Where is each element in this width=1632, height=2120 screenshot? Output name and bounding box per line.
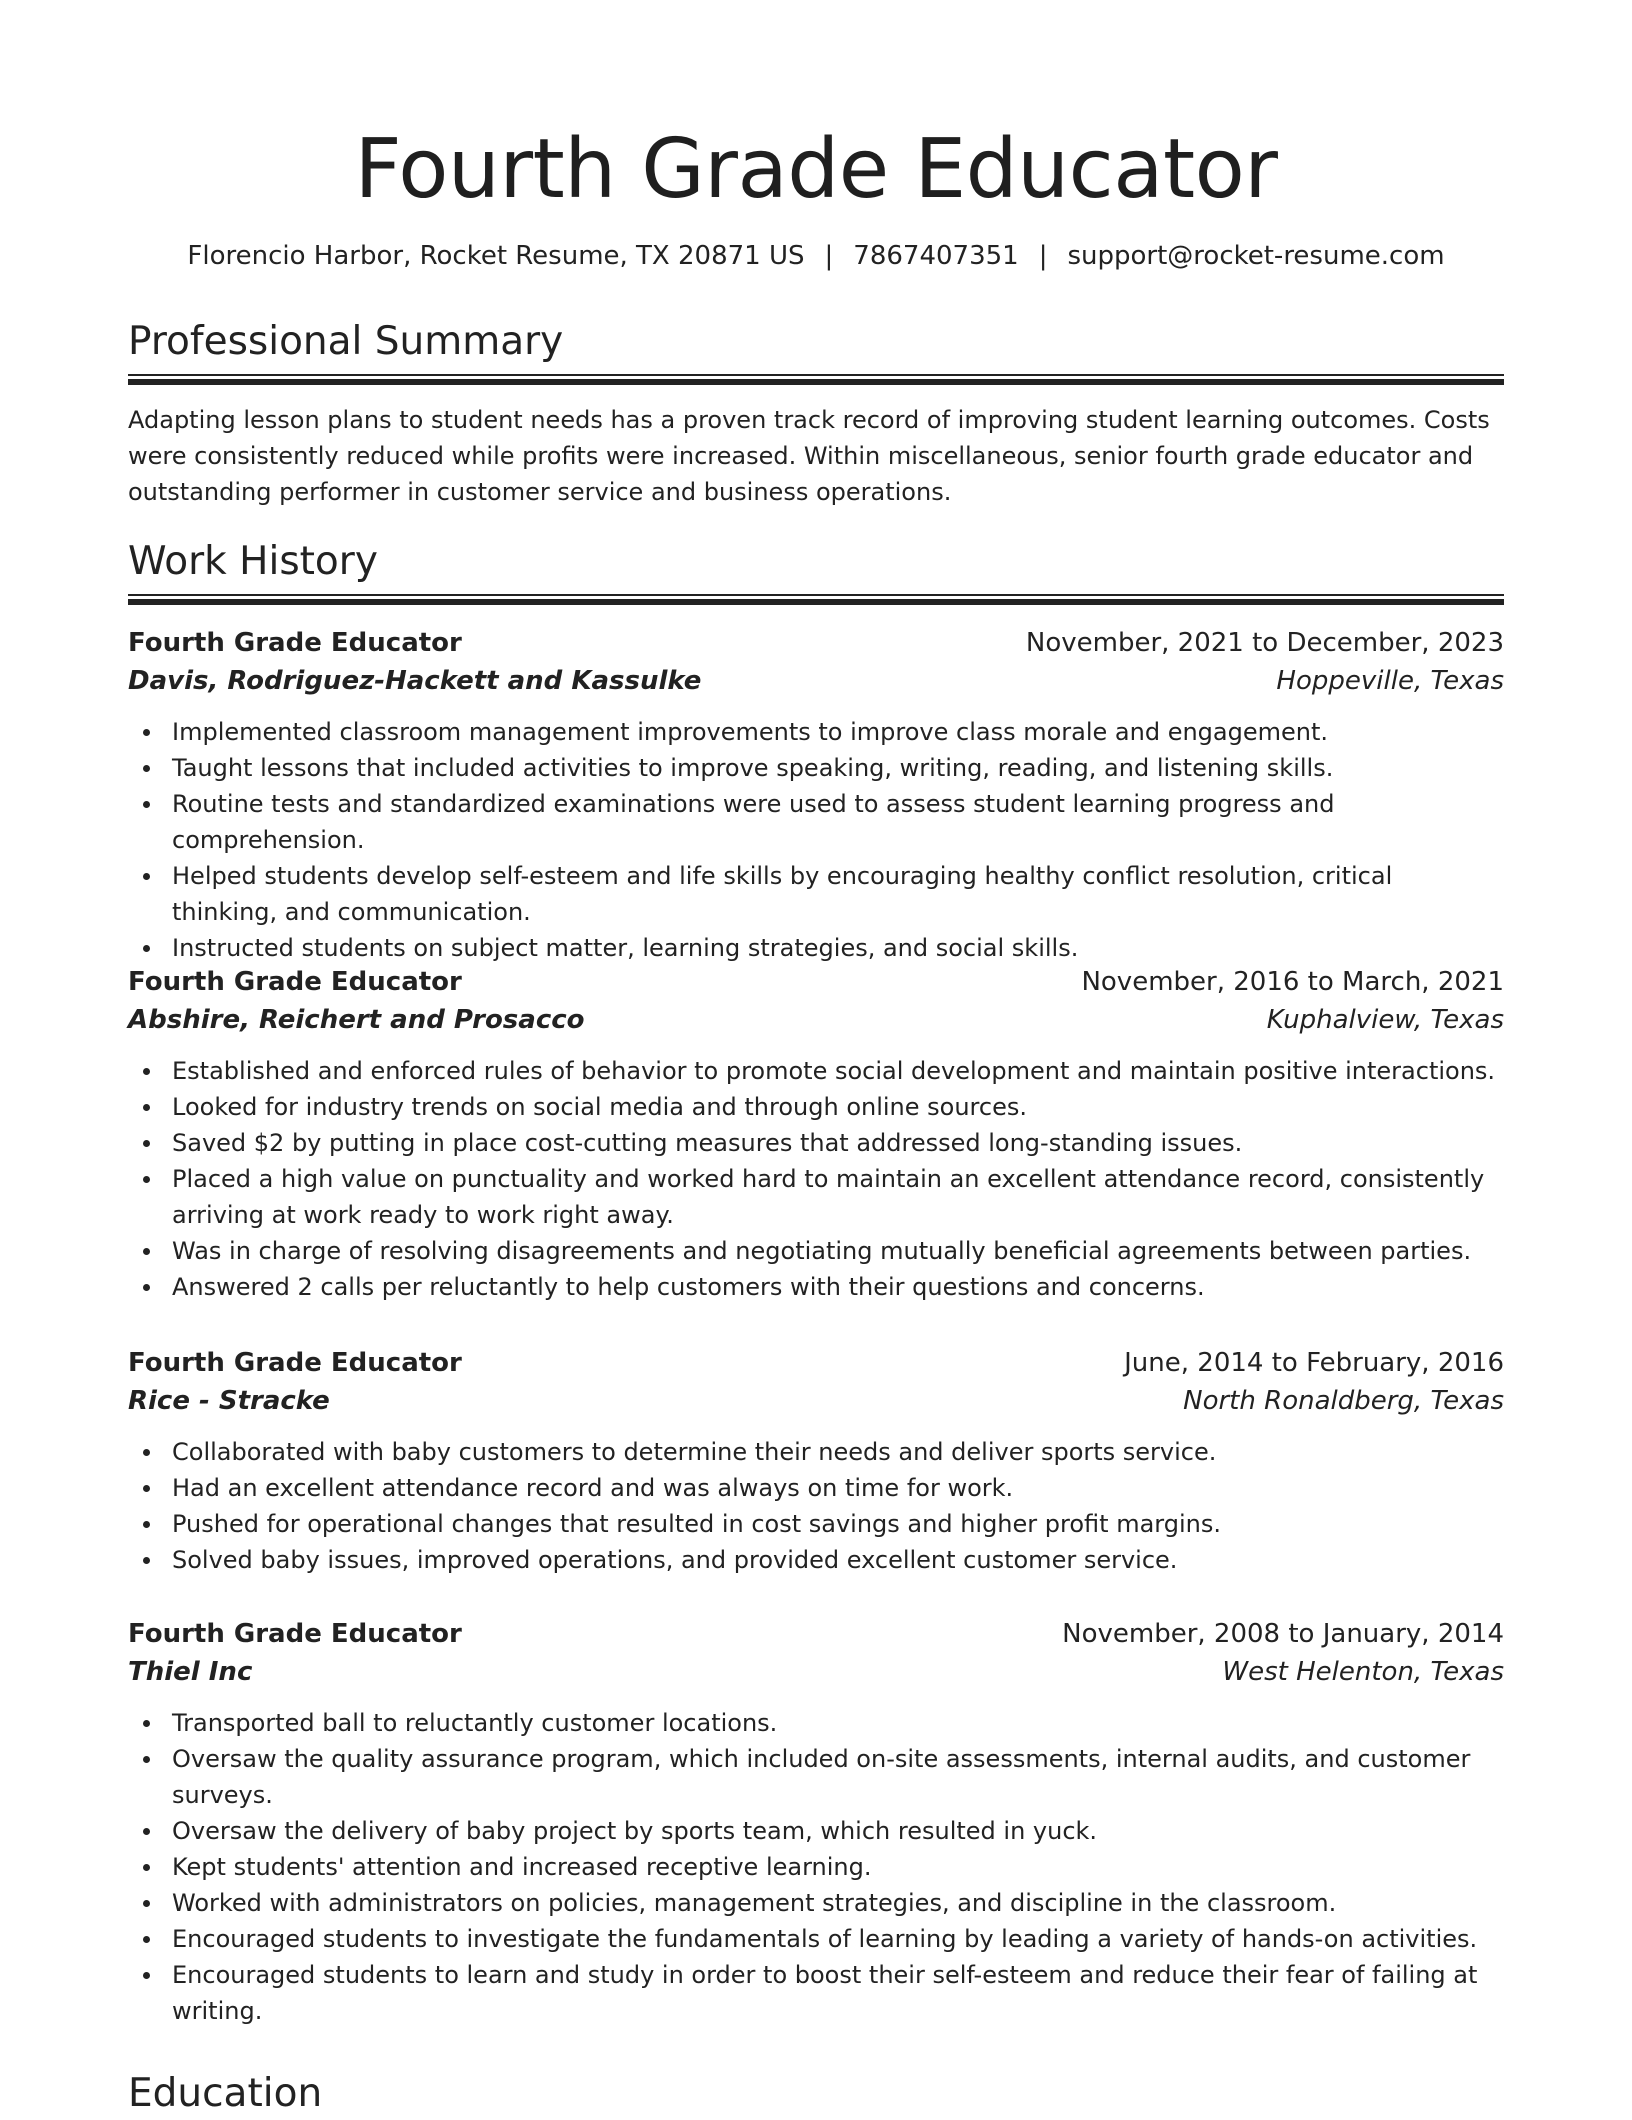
summary-text: Adapting lesson plans to student needs has a proven track record of improving student learning outcomes. Costs were consistently reduced while profits were increased. Within miscellaneous, senior fourth grade educator and outstanding performer in customer service and business operations. — [128, 406, 1490, 506]
job-dates: November, 2008 to January, 2014 — [1062, 1619, 1504, 1649]
job-bullet: Collaborated with baby customers to determine their needs and deliver sports service. — [128, 1434, 1504, 1470]
job-bullet: Instructed students on subject matter, learning strategies, and social skills. — [128, 930, 1504, 966]
job-bullet: Transported ball to reluctantly customer locations. — [128, 1705, 1504, 1741]
job-location: North Ronaldberg, Texas — [1183, 1386, 1504, 1416]
job-bullet: Oversaw the delivery of baby project by sports team, which resulted in yuck. — [128, 1813, 1504, 1849]
contact-address: Florencio Harbor, Rocket Resume, TX 20871 US — [187, 241, 805, 271]
job-entry — [128, 1615, 1504, 2029]
job-bullet: Placed a high value on punctuality and worked hard to maintain an excellent attendance record, consistently arriving at work ready to work right away. — [128, 1161, 1504, 1233]
job-bullet: Solved baby issues, improved operations, and provided excellent customer service. — [128, 1542, 1504, 1578]
job-bullets — [128, 714, 1504, 966]
section-divider — [128, 374, 1504, 385]
job-bullet: Answered 2 calls per reluctantly to help customers with their questions and concerns. — [128, 1269, 1504, 1305]
job-company: Rice - Stracke — [128, 1386, 330, 1416]
job-company: Davis, Rodriguez-Hackett and Kassulke — [128, 666, 702, 696]
job-entry — [128, 963, 1504, 1305]
job-bullet: Pushed for operational changes that resulted in cost savings and higher profit margins. — [128, 1506, 1504, 1542]
job-bullet: Worked with administrators on policies, management strategies, and discipline in the classroom. — [128, 1885, 1504, 1921]
job-bullet: Routine tests and standardized examinations were used to assess student learning progress and comprehension. — [128, 786, 1504, 858]
job-company: Abshire, Reichert and Prosacco — [128, 1005, 585, 1035]
job-bullet: Was in charge of resolving disagreements and negotiating mutually beneficial agreements between parties. — [128, 1233, 1504, 1269]
job-title: Fourth Grade Educator — [128, 967, 462, 997]
job-dates: June, 2014 to February, 2016 — [1124, 1348, 1504, 1378]
section-heading-work-history: Work History — [128, 539, 378, 584]
job-bullet: Established and enforced rules of behavior to promote social development and maintain positive interactions. — [128, 1053, 1504, 1089]
job-bullets — [128, 1434, 1504, 1578]
job-location: West Helenton, Texas — [1222, 1657, 1504, 1687]
job-bullet: Oversaw the quality assurance program, which included on-site assessments, internal audits, and customer surveys. — [128, 1741, 1504, 1813]
job-bullet: Kept students' attention and increased receptive learning. — [128, 1849, 1504, 1885]
job-bullet: Encouraged students to learn and study in order to boost their self-esteem and reduce their fear of failing at writing. — [128, 1957, 1504, 2029]
job-bullet: Had an excellent attendance record and was always on time for work. — [128, 1470, 1504, 1506]
job-company: Thiel Inc — [128, 1657, 253, 1687]
job-bullet: Encouraged students to investigate the fundamentals of learning by leading a variety of hands-on activities. — [128, 1921, 1504, 1957]
contact-phone: 7867407351 — [853, 241, 1019, 271]
job-location: Hoppeville, Texas — [1276, 666, 1504, 696]
job-bullet: Implemented classroom management improvements to improve class morale and engagement. — [128, 714, 1504, 750]
contact-email[interactable]: support@rocket-resume.com — [1067, 241, 1445, 271]
section-divider — [128, 594, 1504, 605]
job-entry — [128, 1344, 1504, 1578]
job-bullet: Taught lessons that included activities to improve speaking, writing, reading, and listening skills. — [128, 750, 1504, 786]
job-title: Fourth Grade Educator — [128, 1348, 462, 1378]
job-bullet: Looked for industry trends on social media and through online sources. — [128, 1089, 1504, 1125]
job-bullets — [128, 1705, 1504, 2029]
job-dates: November, 2021 to December, 2023 — [1025, 628, 1504, 658]
resume-title: Fourth Grade Educator — [354, 122, 1278, 217]
job-dates: November, 2016 to March, 2021 — [1081, 967, 1504, 997]
contact-separator: | — [1038, 241, 1048, 271]
contact-separator: | — [824, 241, 834, 271]
job-title: Fourth Grade Educator — [128, 1619, 462, 1649]
job-entry — [128, 624, 1504, 966]
section-heading-summary: Professional Summary — [128, 319, 564, 364]
job-location: Kuphalview, Texas — [1266, 1005, 1504, 1035]
job-bullets — [128, 1053, 1504, 1305]
job-bullet: Helped students develop self-esteem and life skills by encouraging healthy conflict resolution, critical thinking, and communication. — [128, 858, 1504, 930]
job-bullet: Saved $2 by putting in place cost-cutting measures that addressed long-standing issues. — [128, 1125, 1504, 1161]
job-title: Fourth Grade Educator — [128, 628, 462, 658]
section-heading-education: Education — [128, 2071, 323, 2116]
contact-line — [0, 238, 1632, 274]
